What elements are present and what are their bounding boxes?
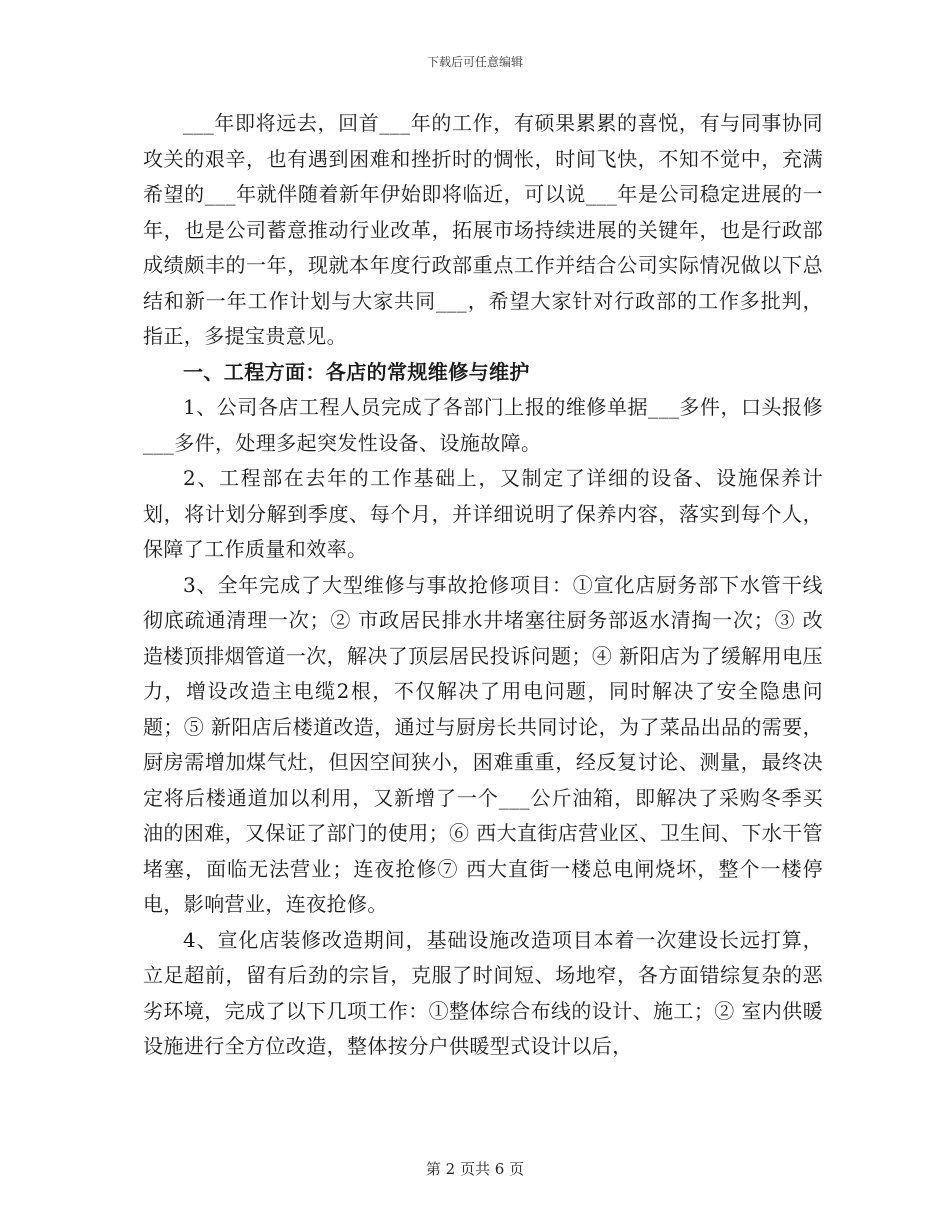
list-item: 4、宣化店装修改造期间，基础设施改造项目本着一次建设长远打算，立足超前，留有后劲的宗旨，克服了时间短、场地窄，各方面错综复杂的恶劣环境，完成了以下几项工作：①整体综合布线的设计、施工；② 室内供暖设施进行全方位改造，整体按分户供暖型式设计以后， xyxy=(143,927,823,1058)
page-footer: 第 2 页共 6 页 xyxy=(425,1160,525,1178)
list-item: 1、公司各店工程人员完成了各部门上报的维修单据___多件，口头报修___多件，处理多起突发性设备、设施故障。 xyxy=(143,395,823,455)
document-body xyxy=(143,106,823,1065)
list-item: 3、全年完成了大型维修与事故抢修项目：①宣化店厨务部下水管干线彻底疏通清理一次；② 市政居民排水井堵塞往厨务部返水清掏一次；③ 改造楼顶排烟管道一次，解决了顶层居民投诉问题；④ 新阳店为了缓解用电压力，增设改造主电缆2根，不仅解决了用电问题，同时解决了安全隐患问题；⑤ 新阳店后楼道改造，通过与厨房长共同讨论，为了菜品出品的需要，厨房需增加煤气灶，但因空间狭小，困难重重，经反复讨论、测量，最终决定将后楼通道加以利用，又新增了一个___公斤油箱，即解决了采购冬季买油的困难，又保证了部门的使用；⑥ 西大直街店营业区、卫生间、下水干管堵塞，面临无法营业；连夜抢修⑦ 西大直街一楼总电闸烧坏，整个一楼停电，影响营业，连夜抢修。 xyxy=(143,572,823,916)
page-header: 下载后可任意编辑 xyxy=(426,55,523,69)
intro-paragraph: ___年即将远去，回首___年的工作，有硕果累累的喜悦，有与同事协同攻关的艰辛，也有遇到困难和挫折时的惆怅，时间飞快，不知不觉中，充满希望的___年就伴随着新年伊始即将临近，可以说___年是公司稳定进展的一年，也是公司蓄意推动行业改革，拓展市场持续进展的关键年，也是行政部成绩颇丰的一年，现就本年度行政部重点工作并结合公司实际情况做以下总结和新一年工作计划与大家共同___，希望大家针对行政部的工作多批判，指正，多提宝贵意见。 xyxy=(143,111,823,348)
section-heading: 一、工程方面：各店的常规维修与维护 xyxy=(183,359,530,384)
list-item: 2、工程部在去年的工作基础上，又制定了详细的设备、设施保养计划，将计划分解到季度、每个月，并详细说明了保养内容，落实到每个人，保障了工作质量和效率。 xyxy=(143,466,823,561)
